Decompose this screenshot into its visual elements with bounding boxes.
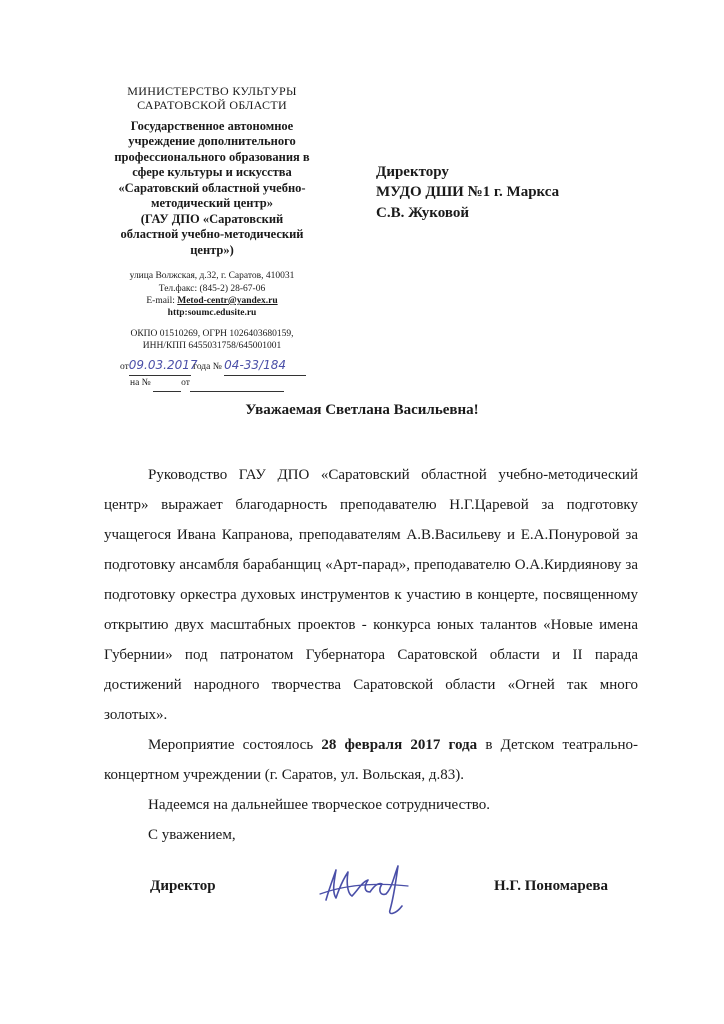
addressee-name: С.В. Жуковой	[376, 204, 469, 221]
phone-fax: Тел.факс: (845-2) 28-67-06	[158, 283, 266, 294]
handwritten-signature	[312, 856, 422, 918]
event-date: 28 февраля 2017 года	[321, 737, 478, 753]
handwritten-number: 04-33/184	[224, 358, 286, 373]
signatory-name: Н.Г. Пономарева	[494, 878, 609, 894]
letter-body	[104, 460, 638, 850]
body-paragraph-event: Мероприятие состоялось 28 февраля 2017 года в Детском театрально-концертном учреждении (г. Саратов, ул. Вольская, д.83).	[104, 737, 638, 783]
postal-address: улица Волжская, д.32, г. Саратов, 410031	[129, 271, 295, 282]
closing-phrase: С уважением,	[148, 827, 236, 843]
registration-codes: ОКПО 01510269, ОГРН 1026403680159, ИНН/КПП 6455031758/645001001	[130, 328, 294, 351]
signature-row	[0, 870, 724, 930]
signatory-title: Директор	[150, 878, 216, 894]
salutation: Уважаемая Светлана Васильевна!	[245, 402, 479, 418]
email-line: E-mail: Metod-centr@yandex.ru	[146, 295, 278, 306]
reply-reference-line: на № от	[120, 376, 326, 392]
outgoing-number-line: от09.03.2017 года № 04-33/184	[120, 356, 326, 376]
addressee-block	[376, 162, 559, 223]
ministry-name: МИНИСТЕРСТВО КУЛЬТУРЫ САРАТОВСКОЙ ОБЛАСТИ	[127, 84, 297, 113]
letterhead	[98, 84, 326, 392]
organization-name: Государственное автономное учреждение дополнительного профессионального образования в сфере культуры и искусства «Саратовский областной учебно- методический центр» (ГАУ ДПО «Саратовский областной учебно-методический центр»)	[114, 118, 310, 257]
body-paragraph-gratitude: Руководство ГАУ ДПО «Саратовский областной учебно-методический центр» выражает благодарность преподавателю Н.Г.Царевой за подготовку учащегося Ивана Капранова, преподавателям А.В.Васильеву и Е.А.Понуровой за подготовку ансамбля барабанщиц «Арт-парад», преподавателю О.А.Кирдиянову за подготовку оркестра духовых инструментов к участию в концерте, посвященному открытию двух масштабных проектов - конкурса юных талантов «Новые имена Губернии» под патронатом Губернатора Саратовской области и II парада достижений народного творчества Саратовской области «Огней так много золотых».	[104, 467, 638, 723]
addressee-organization: МУДО ДШИ №1 г. Маркса	[376, 184, 560, 201]
addressee-title: Директору	[376, 164, 449, 180]
email-link[interactable]: Metod-centr@yandex.ru	[177, 295, 278, 306]
website-link[interactable]: http:soumc.edusite.ru	[167, 308, 257, 319]
handwritten-date: 09.03.2017	[128, 358, 198, 373]
contact-info	[98, 270, 326, 319]
body-paragraph-cooperation: Надеемся на дальнейшее творческое сотрудничество.	[148, 797, 491, 813]
outgoing-number	[98, 356, 326, 391]
